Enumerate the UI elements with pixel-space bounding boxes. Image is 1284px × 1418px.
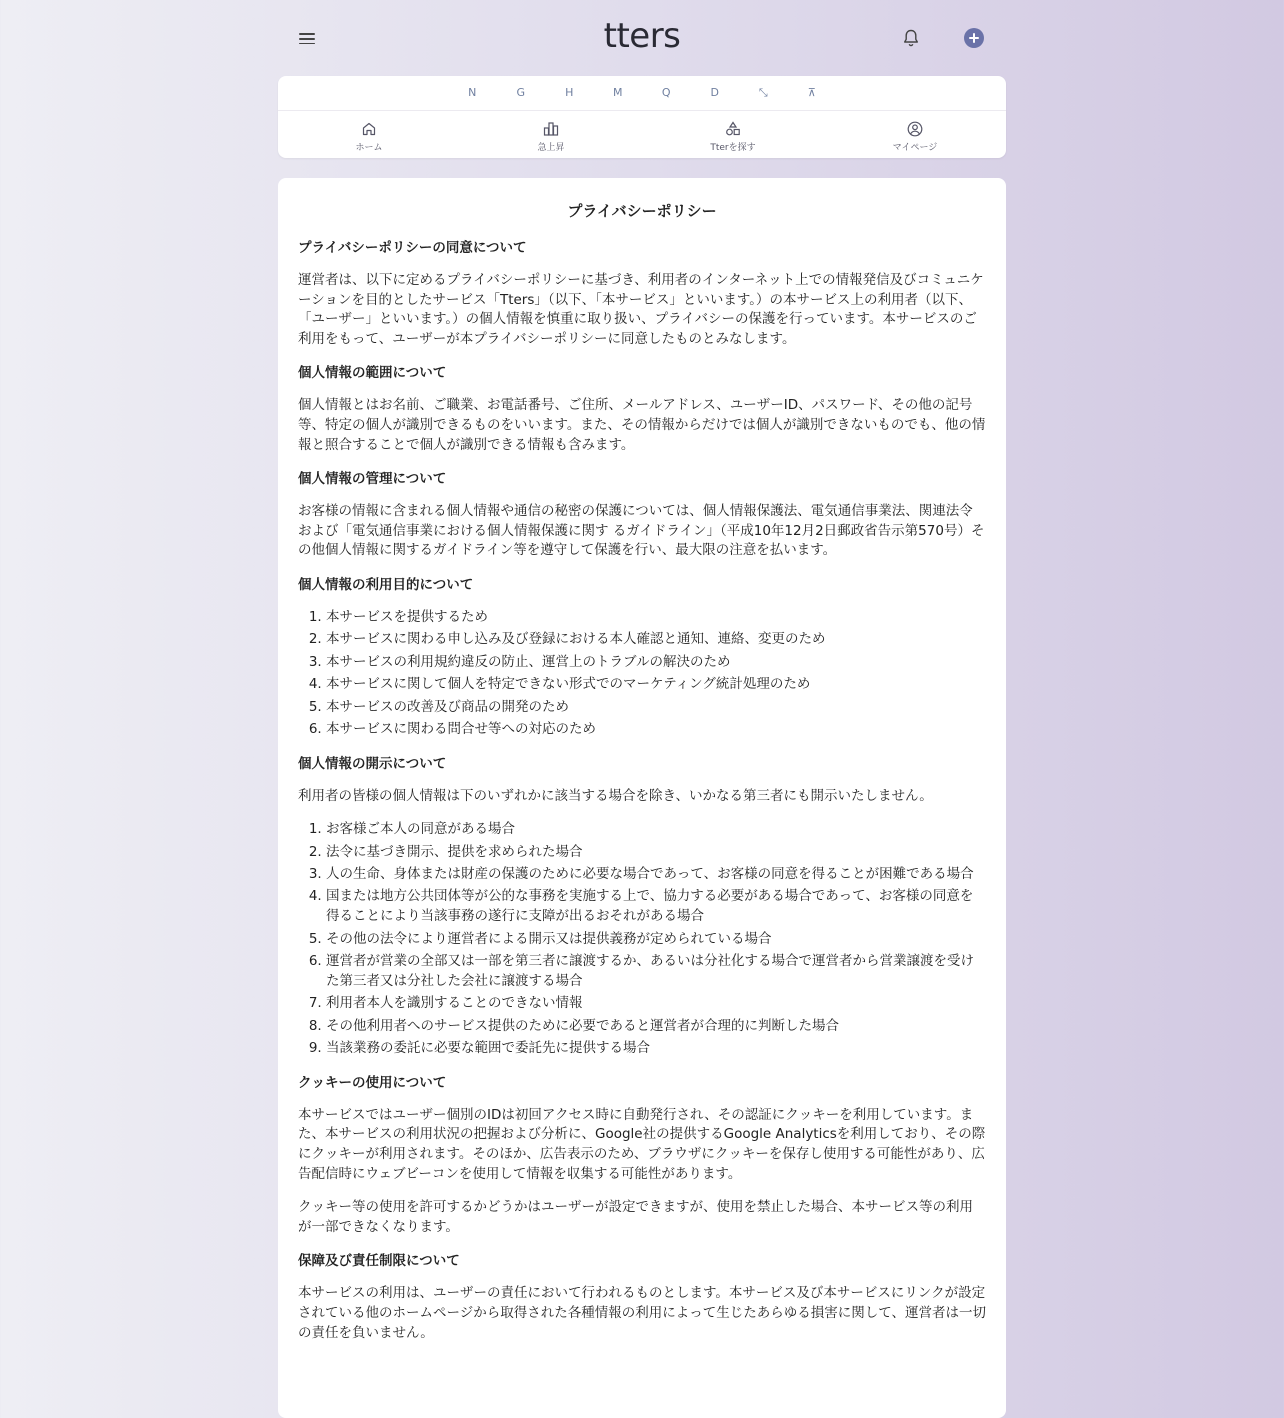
section-paragraph: クッキー等の使用を許可するかどうかはユーザーが設定できますが、使用を禁止した場合、本サービス等の利用が一部できなくなります。 — [298, 1199, 973, 1235]
privacy-policy-card — [278, 178, 1006, 1418]
purpose-list — [298, 608, 986, 740]
user-circle-icon — [907, 121, 923, 137]
home-icon — [361, 121, 377, 137]
section-paragraph: 本サービスではユーザー個別のIDは初回アクセス時に自動発行され、その認証にクッキーを利用しています。また、本サービスの利用状況の把握および分析に、Google社の提供するGoogle Analyticsを利用しており、その際にクッキーが利用されます。そのほか、広告表示のため、ブラウザにクッキーを保存し使用する可能性があり、広告配信時にウェブビーコンを使用して情報を収集する可能性があります。 — [298, 1106, 986, 1182]
section-heading: 個人情報の利用目的について — [298, 576, 474, 593]
list-item: 8. その他利用者へのサービス提供のために必要であると運営者が合理的に判断した場合 — [326, 1017, 986, 1037]
section-paragraph: 本サービスの利用は、ユーザーの責任において行われるものとします。本サービス及び本サービスにリンクが設定されている他のホームページから取得された各種情報の利用によって生じたあらゆる損害に関して、運営者は一切の責任を負いません。 — [298, 1285, 986, 1341]
main-tabs — [278, 111, 1006, 158]
section-paragraph: 運営者は、以下に定めるプライバシーポリシーに基づき、利用者のインターネット上での情報発信及びコミュニケーションを目的としたサービス「Tters」（以下、「本サービス」といいます。）の本サービス上の利用者（以下、「ユーザー」といいます。）の個人情報を慎重に取り扱い、プライバシーの保護を行っています。本サービスのご利用をもって、ユーザーが本プライバシーポリシーに同意したものとみなします。 — [298, 272, 984, 347]
shapes-icon — [725, 121, 741, 137]
quicknav-q[interactable]: Q — [661, 86, 671, 99]
site-logo[interactable]: tters — [603, 16, 681, 56]
list-item: 2. 本サービスに関わる申し込み及び登録における本人確認と通知、連絡、変更のため — [326, 630, 986, 650]
list-item: 1. お客様ご本人の同意がある場合 — [326, 820, 986, 840]
quicknav-n[interactable]: N — [468, 86, 477, 99]
section-paragraph: 個人情報とはお名前、ご職業、お電話番号、ご住所、メールアドレス、ユーザーID、パスワード、その他の記号等、特定の個人が識別できるものをいいます。また、その情報からだけでは個人が識別できないものでも、他の情報と照合することで個人が識別できる情報も含みます。 — [298, 397, 986, 453]
list-item: 4. 国または地方公共団体等が公的な事務を実施する上で、協力する必要がある場合であって、お客様の同意を得ることにより当該事務の遂行に支障が出るおそれがある場合 — [326, 887, 986, 927]
section-heading: 個人情報の開示について — [298, 755, 447, 772]
tab-explore-label: Tterを探す — [710, 143, 756, 153]
tab-trending-label: 急上昇 — [537, 143, 565, 153]
list-item: 4. 本サービスに関して個人を特定できない形式でのマーケティング統計処理のため — [326, 675, 986, 695]
tab-mypage[interactable] — [824, 111, 1006, 158]
page-title: プライバシーポリシー — [567, 202, 717, 220]
quicknav-d[interactable]: D — [710, 86, 719, 99]
list-item: 2. 法令に基づき開示、提供を求められた場合 — [326, 843, 986, 863]
tab-mypage-label: マイページ — [892, 143, 938, 153]
list-item: 5. その他の法令により運営者による開示又は提供義務が定められている場合 — [326, 930, 986, 950]
list-item: 6. 運営者が営業の全部又は一部を第三者に譲渡するか、あるいは分社化する場合で運営者から営業譲渡を受けた第三者又は分社した会社に譲渡する場合 — [326, 952, 986, 992]
list-item: 1. 本サービスを提供するため — [326, 608, 986, 628]
tab-home[interactable] — [278, 111, 460, 158]
expand-icon[interactable]: ⤡ — [758, 86, 768, 99]
list-item: 7. 利用者本人を識別することのできない情報 — [326, 994, 986, 1014]
add-post-button[interactable] — [964, 28, 984, 48]
bell-icon[interactable] — [902, 28, 920, 48]
trending-bar-icon — [543, 121, 559, 137]
tab-explore[interactable] — [642, 111, 824, 158]
list-item: 6. 本サービスに関わる問合せ等への対応のため — [326, 720, 986, 740]
app-header — [278, 0, 1006, 76]
section-heading: 個人情報の範囲について — [298, 365, 447, 382]
navigation-card — [278, 76, 1006, 158]
pin-icon[interactable]: ⊼ — [807, 86, 816, 99]
section-paragraph: 利用者の皆様の個人情報は下のいずれかに該当する場合を除き、いかなる第三者にも開示いたしません。 — [298, 787, 933, 804]
section-heading: 個人情報の管理について — [298, 471, 447, 488]
section-heading: 保障及び責任制限について — [298, 1253, 460, 1270]
list-item: 5. 本サービスの改善及び商品の開発のため — [326, 698, 986, 718]
quicknav-m[interactable]: M — [613, 86, 623, 99]
list-item: 9. 当該業務の委託に必要な範囲で委託先に提供する場合 — [326, 1039, 986, 1059]
list-item: 3. 人の生命、身体または財産の保護のために必要な場合であって、お客様の同意を得ることが困難である場合 — [326, 865, 986, 885]
quicknav-h[interactable]: H — [565, 86, 574, 99]
section-heading: クッキーの使用について — [298, 1074, 447, 1091]
section-paragraph: お客様の情報に含まれる個人情報や通信の秘密の保護については、個人情報保護法、電気通信事業法、関連法令および「電気通信事業における個人情報保護に関す るガイドライン」（平成10年12月2日郵政省告示第570号）その他個人情報に関するガイドライン等を遵守して保護を行い、最大限の注意を払います。 — [298, 503, 985, 559]
quicknav-g[interactable]: G — [516, 86, 526, 99]
list-item: 3. 本サービスの利用規約違反の防止、運営上のトラブルの解決のため — [326, 653, 986, 673]
section-heading: プライバシーポリシーの同意について — [298, 240, 527, 256]
tab-home-label: ホーム — [355, 143, 383, 153]
quick-nav-bar — [278, 76, 1006, 111]
disclosure-list — [298, 820, 986, 1059]
tab-trending[interactable] — [460, 111, 642, 158]
